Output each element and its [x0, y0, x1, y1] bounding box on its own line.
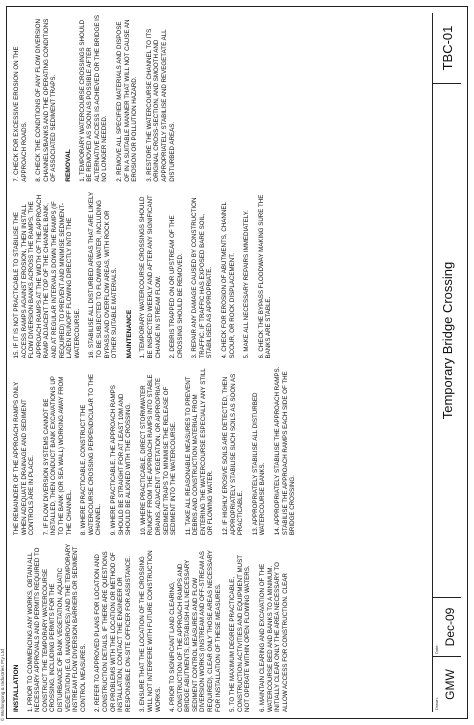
maintenance-item: 7. CHECK FOR EXCESSIVE EROSION ON THE APPROACH ROADS. [13, 46, 28, 182]
title-block [432, 13, 461, 712]
column-installation [13, 543, 461, 712]
text-columns [13, 13, 461, 712]
title-cell [433, 83, 461, 597]
removal-item: 3. RESTORE THE WATERCOURSE CHANNEL TO ITS ORIGINAL CROSS-SECTION, AND SMOOTH AND APPROPRIATELY STABILISE AND REVEGETATE ALL DISTURBED AREAS. [145, 28, 176, 182]
installation-item: 12. IF HIGHLY EROSIVE SOILS ARE DETECTED, THEN APPROPRIATELY STABILISE SUCH SOILS AS SOON AS PRACTICABLE. [222, 373, 245, 536]
column-four [13, 13, 461, 182]
document-page [6, 6, 468, 719]
installation-item: 2. REFER TO APPROVED PLANS FOR LOCATION AND CONSTRUCTION DETAILS. IF THERE ARE QUESTIONS OR PROBLEMS WITH THE LOCATION OR METHOD OF INSTALLATION, CONTACT THE ENGINEER OR RESPONSIBLE ON-SITE OFFICER FOR ASSISTANCE. [94, 551, 132, 712]
drawn-label: Drawn: [434, 697, 439, 710]
installation-item: 4. PRIOR TO SIGNIFICANT LAND CLEARING, CONSTRUCTION OF THE APPROACH RAMPS AND BRIDGE ABUTMENTS, ESTABLISH ALL NECESSARY SEDIMENT CONTROL MEASURES AND FLOW DIVERSION WORKS (INSTREAM AND OFF-STREAM AS REQUIRED). CLEAR ONLY THOSE AREAS NECESSARY FOR INSTALLATION OF THESE MEASURES. [169, 550, 222, 712]
maintenance-item: 4. CHECK FOR EROSION OF ABUTMENTS, CHANNEL SCOUR, OR ROCK DISPLACEMENT. [221, 202, 236, 359]
removal-item: 2. REMOVE ALL SPECIFIED MATERIALS AND DISPOSE OF IN A SUITABLE MANNER THAT WILL NOT CAUSE AN EROSION OR POLLUTION HAZARD. [115, 19, 139, 182]
installation-item: 7. IF FLOW DIVERSION SYSTEMS CANNOT BE INSTALLED, THEN CONDUCT BANK EXCAVATIONS UP TO THE BANK (OR SEA WALL) WORKING AWAY FROM THE CHANNEL. [42, 376, 73, 536]
maintenance-item: 6. CHECK THE BYPASS FLOODWAY MAKING SURE THE BANKS ARE STABLE. [257, 194, 273, 359]
drawn-cell [433, 656, 461, 712]
column-two [13, 367, 461, 536]
maintenance-heading: MAINTENANCE [125, 309, 133, 359]
date-cell [433, 597, 461, 656]
installation-item: 5. TO THE MAXIMUM DEGREE PRACTICABLE, CONSTRUCTION ACTIVITIES AND EQUIPMENT MUST NOT OPERATE WITHIN OPEN FLOWING WATERS. [229, 555, 252, 712]
installation-item: 6. MAINTAIN CLEARING AND EXCAVATION OF THE WATERCOURSE BED AND BANKS TO A MINIMUM. INITIALLY CLEAR ONLY THE AREA NECESSARY TO ALLOW ACCESS FOR CONSTRUCTION. CLEAR [259, 562, 289, 712]
date-value: Dec-09 [443, 607, 457, 647]
maintenance-item: 1. TEMPORARY WATERCOURSE CROSSINGS SHOULD BE INSPECTED WEEKLY AND AFTER ANY SIGNIFICANT CHANGE IN STREAM FLOW. [139, 195, 162, 359]
installation-item: THE REMAINDER OF THE APPROACH RAMPS ONLY WHEN ADEQUATE DRAINAGE AND SEDIMENT CONTROLS ARE IN PLACE. [13, 381, 36, 536]
maintenance-item: 5. MAKE ALL NECESSARY REPAIRS IMMEDIATELY. [243, 210, 251, 359]
copyright-text: © Wollongong & Industries Pty Ltd [0, 649, 5, 721]
drawn-value: GMW [443, 669, 457, 700]
code-cell [433, 13, 461, 83]
installation-item: 9. WHERE PRACTICABLE, THE APPROACH RAMPS SHOULD BE STRAIGHT FOR AT LEAST 10M AND SHOULD BE ALIGNED WITH THE CROSSING. [109, 385, 133, 536]
installation-item: 16. STABILISE ALL DISTURBED AREAS THAT ARE LIKELY TO BE SUBJECTED TO FLOWING WATER, INCLUDING BYPASS AND OVERFLOW AREAS, WITH ROCK OR OTHER SUITABLE MATERIALS. [88, 191, 119, 359]
maintenance-item: 8. CHECK THE CONDITIONS OF ANY FLOW DIVERSION CHANNELS/BANKS AND THE OPERATING CONDITIONS OF ASSOCIATED SEDIMENT TRAPS. [35, 18, 58, 182]
installation-item: 3. ENSURE THAT THE LOCATION OF THE CROSSING WILL NOT INTERFERE WITH FUTURE CONSTRUCTION WORKS. [139, 550, 162, 712]
installation-item: 15. IF IT IS NOT PRACTICABLE TO STABILISE THE ACCESS RAMPS AGAINST EROSION, THEN INSTALL FLOW DIVERSION BANKS ACROSS THE RAMPS. THE APPROACH RAMPS AT THE WIDTH OF THE APPROACH RAMP ADJACENT THE TOP OF THE CHANNEL BANK, AND AT REGULAR INTERVALS DOWN THE RAMPS (IF REQUIRED) TO PREVENT AND MINIMISE SEDIMENT-LADEN RUNOFF FLOWING DIRECTLY INTO THE WATERCOURSE. [13, 194, 81, 359]
document-code: TBC-01 [439, 25, 455, 71]
installation-item: 14. APPROPRIATELY STABILISE THE APPROACH RAMPS. STABILISE THE APPROACH RAMPS EACH SIDE OF THE BRIDGE CROSSING. [274, 366, 297, 536]
maintenance-item: 3. REPAIR ANY DAMAGE CAUSED BY CONSTRUCTION TRAFFIC. IF TRAFFIC HAS EXPOSED BARE SOIL, STABILISED AS APPROPRIATE. [191, 197, 214, 359]
column-three [13, 190, 461, 359]
installation-item: 10. WHERE PRACTICABLE, DIRECT STORMWATER RUNOFF FROM THE APPROACH RAMPS INTO STABLE DRAINS, ADJACENT VEGETATION, OR APPROPRIATE SEDIMENT TRAPS TO MINIMISE THE RELEASE OF SEDIMENT INTO THE WATERCOURSE. [139, 374, 178, 536]
installation-item: 1. PRIOR TO COMMENCING ANY WORKS, OBTAIN ALL NECESSARY APPROVALS AND PERMITS REQUIRED TO CONSTRUCT THE TEMPORARY WATERCOURSE CROSSING, INCLUDING PERMITS FOR THE DISTURBANCE OF BANK VEGETATION, AQUATIC VEGETATION (E.G. MANGROVES) AND THE TEMPORARY INSTREAM FLOW DIVERSION BARRIERS OR SEDIMENT CONTROL MEASURES. [26, 543, 87, 712]
maintenance-item: 2. DEBRIS TRAPPED ON OR UPSTREAM OF THE CROSSING SHOULD BE REMOVED. [169, 215, 184, 359]
document-title: Temporary Bridge Crossing [439, 261, 455, 420]
removal-item: 1. TEMPORARY WATERCOURSE CROSSINGS SHOULD BE REMOVED AS SOON AS POSSIBLE AFTER ALTERNATIVE ACCESS IS ACHIEVED OR THE BRIDGE IS NO LONGER NEEDED. [78, 14, 109, 182]
installation-item: 8. WHERE PRACTICABLE, CONSTRUCT THE WATERCOURSE CROSSING PERPENDICULAR TO THE CHANNEL. [80, 374, 103, 536]
installation-heading: INSTALLATION [13, 664, 20, 712]
date-label: Date: [434, 644, 439, 654]
removal-heading: REMOVAL [64, 149, 72, 182]
installation-item: 13. APPROPRIATELY STABILISE ALL DISTURBED WATERCOURSE BANKS. [251, 392, 267, 536]
installation-item: 11. TAKE ALL REASONABLE MEASURES TO PREVENT DEBRIS AND CONSTRUCTION MATERIAL FROM ENTERING THE WATERCOURSE ESPECIALLY ANY STILL OR FLOWING WATER. [184, 368, 215, 536]
